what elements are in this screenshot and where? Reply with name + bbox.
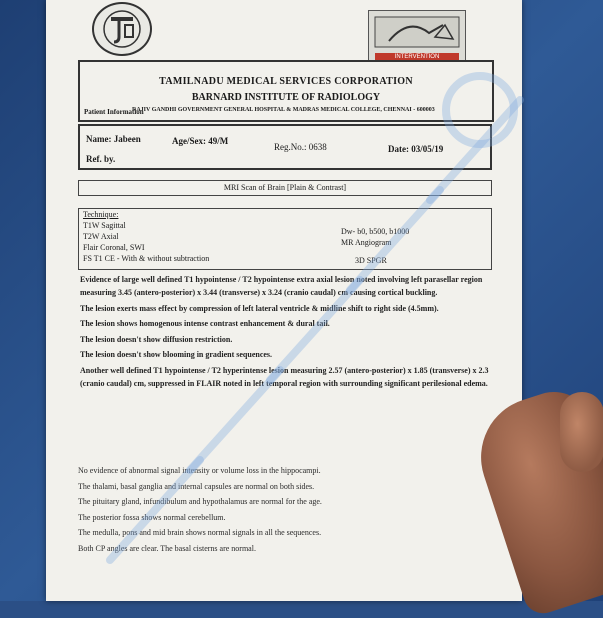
- normal-finding: The medulla, pons and mid brain shows normal signals in all the sequences.: [78, 528, 322, 537]
- org-name-line2: BARNARD INSTITUTE OF RADIOLOGY: [191, 92, 381, 103]
- technique-item: Dw- b0, b500, b1000: [341, 227, 410, 236]
- intervention-logo: [368, 10, 466, 62]
- patient-name: Name: Jabeen: [86, 134, 141, 144]
- referred-by: Ref. by.: [86, 154, 116, 164]
- org-name-line1: TAMILNADU MEDICAL SERVICES CORPORATION: [159, 76, 413, 87]
- patient-info-label: Patient Information: [84, 108, 144, 116]
- institute-seal-logo: [92, 2, 152, 56]
- intervention-logo-text: INTERVENTION: [394, 54, 440, 60]
- finding-paragraph: Another well defined T1 hypointense / T2 hyperintense lesion measuring 2.57 (antero-posterior) x 1.85 (transverse) x 2.3 (cranio caudal) cm, suppressed in FLAIR noted in left temporal region with surrounding significant perilesional edema.: [80, 365, 489, 388]
- technique-item: MR Angiogram: [341, 238, 392, 247]
- report-page: [46, 0, 522, 601]
- finding-paragraph: Evidence of large well defined T1 hypointense / T2 hypointense extra axial lesion noted involving left parasellar region measuring 3.45 (antero-posterior) x 3.44 (transverse) x 3.24 (cranio caudal) cm causing cortical buckling.: [80, 275, 483, 297]
- patient-reg-no: Reg.No.: 0638: [274, 142, 327, 152]
- technique-item: T2W Axial: [83, 232, 119, 241]
- normal-finding: No evidence of abnormal signal intensity or volume loss in the hippocampi.: [78, 466, 321, 475]
- normal-finding: The pituitary gland, infundibulum and hypothalamus are normal for the age.: [78, 497, 322, 506]
- org-name-line3: RAJIV GANDHI GOVERNMENT GENERAL HOSPITAL & MADRAS MEDICAL COLLEGE, CHENNAI - 600003: [132, 107, 435, 113]
- technique-item: T1W Sagittal: [83, 221, 126, 230]
- finding-paragraph: The lesion doesn't show blooming in gradient sequences.: [80, 350, 273, 359]
- findings-section: [80, 273, 490, 392]
- technique-item: Flair Coronal, SWI: [83, 243, 145, 252]
- technique-box: [78, 208, 492, 270]
- holding-thumb: [560, 392, 603, 472]
- normal-finding: Both CP angles are clear. The basal cisterns are normal.: [78, 543, 256, 553]
- technique-title: Technique:: [83, 210, 119, 219]
- finding-paragraph: The lesion doesn't show diffusion restriction.: [80, 334, 233, 344]
- finding-paragraph: The lesion shows homogenous intense contrast enhancement & dural tail.: [80, 319, 330, 328]
- normal-findings-section: [78, 463, 488, 556]
- report-date: Date: 03/05/19: [388, 144, 444, 154]
- finding-paragraph: The lesion exerts mass effect by compression of left lateral ventricle & midline shift to right side (4.5mm).: [80, 303, 439, 313]
- patient-age-sex: Age/Sex: 49/M: [172, 136, 229, 146]
- normal-finding: The posterior fossa shows normal cerebellum.: [78, 512, 226, 522]
- technique-item: FS T1 CE - With & without subtraction: [83, 254, 210, 263]
- scan-title: MRI Scan of Brain [Plain & Contrast]: [78, 180, 492, 196]
- technique-item: 3D SPGR: [355, 256, 387, 265]
- patient-info-box: [78, 124, 492, 170]
- normal-finding: The thalami, basal ganglia and internal capsules are normal on both sides.: [78, 481, 315, 491]
